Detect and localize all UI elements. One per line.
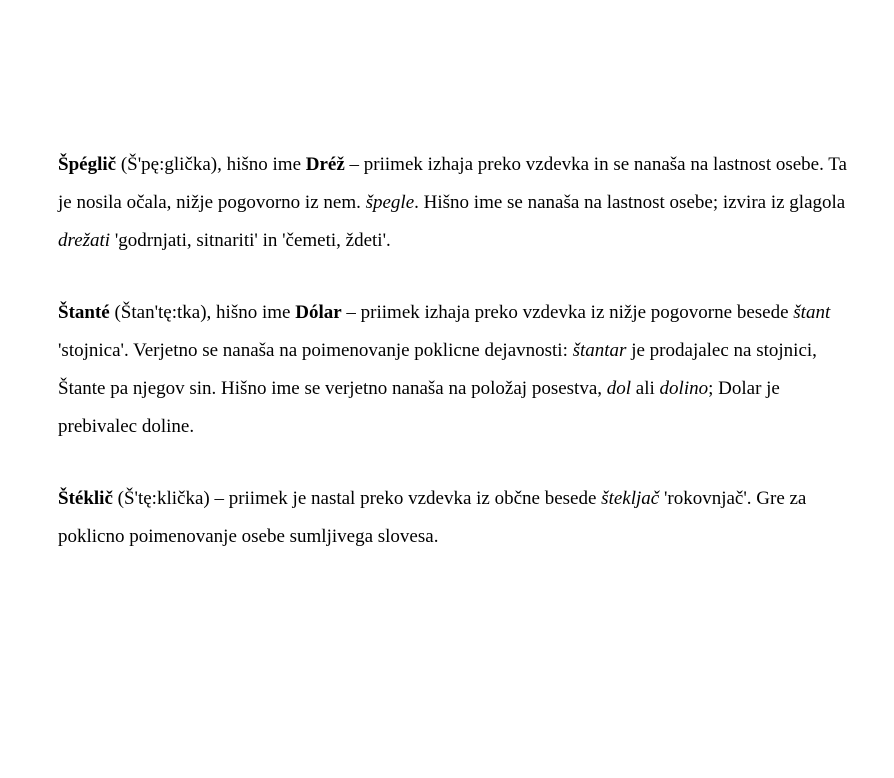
entry-text: 'godrnjati, sitnariti' in 'čemeti, ždeti'. bbox=[110, 230, 391, 251]
document-body bbox=[58, 146, 858, 590]
headword: Špéglič bbox=[58, 154, 117, 175]
italic-term: štant bbox=[793, 302, 831, 323]
entry-speglic bbox=[58, 146, 858, 260]
italic-term: špegle bbox=[365, 192, 415, 213]
italic-term: drežati bbox=[58, 230, 111, 251]
entry-text: – priimek izhaja preko vzdevka in se nanaša na lastnost osebe. Ta je nosila očala, nižje pogovorno iz nem. bbox=[58, 154, 847, 213]
entry-text: (Š'tę:klička) – priimek je nastal preko vzdevka iz občne besede bbox=[112, 488, 602, 509]
entry-stante bbox=[58, 294, 858, 446]
italic-term: štantar bbox=[572, 340, 627, 361]
house-name: Dréž bbox=[305, 154, 345, 175]
italic-term: dol bbox=[606, 378, 632, 399]
entry-text: ; Dolar je prebivalec doline. bbox=[58, 378, 780, 437]
headword: Štéklič bbox=[58, 488, 113, 509]
entry-text: je prodajalec na stojnici, Štante pa njegov sin. Hišno ime se verjetno nanaša na položaj posestva, bbox=[58, 340, 817, 399]
entry-text: (Štan'tę:tka), hišno ime bbox=[109, 302, 296, 323]
entry-text: ali bbox=[631, 378, 660, 399]
italic-term: štekljač bbox=[601, 488, 660, 509]
entry-text: – priimek izhaja preko vzdevka iz nižje pogovorne besede bbox=[341, 302, 794, 323]
entry-steklic bbox=[58, 480, 858, 556]
entry-text: (Š'pę:glička), hišno ime bbox=[116, 154, 306, 175]
italic-term: dolino bbox=[659, 378, 709, 399]
entry-text: 'stojnica'. Verjetno se nanaša na poimenovanje poklicne dejavnosti: bbox=[58, 340, 573, 361]
entry-text: 'rokovnjač'. Gre za poklicno poimenovanje osebe sumljivega slovesa. bbox=[58, 488, 807, 547]
headword: Štanté bbox=[58, 302, 110, 323]
entry-text: . Hišno ime se nanaša na lastnost osebe; izvira iz glagola bbox=[414, 192, 846, 213]
house-name: Dólar bbox=[295, 302, 342, 323]
